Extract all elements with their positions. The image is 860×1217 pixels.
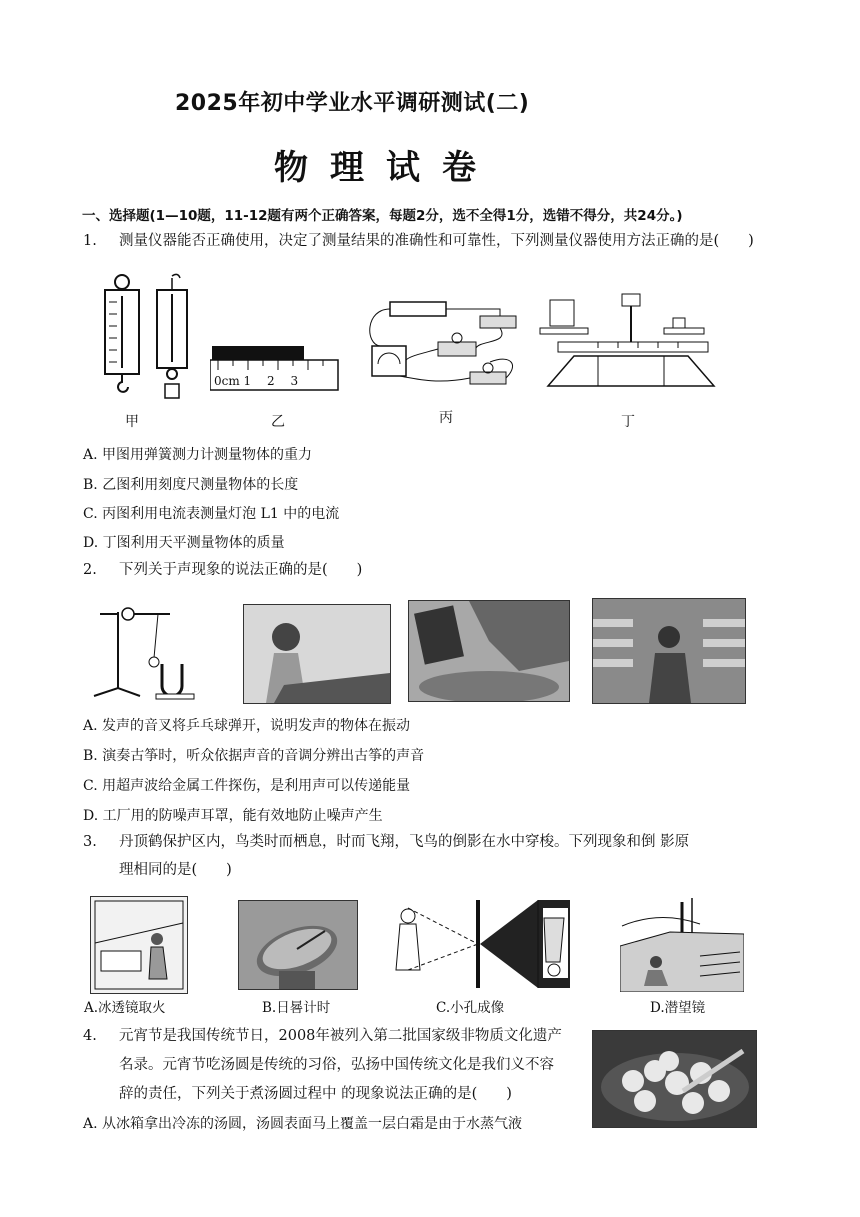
option-a[interactable]: A. 发声的音叉将乒乓球弹开，说明发声的物体在振动: [83, 718, 411, 734]
sundial-photo: [238, 900, 358, 990]
subject-title: 物理试卷: [274, 148, 498, 188]
question-number: 2.: [83, 562, 97, 578]
figure-caption: 丙: [439, 410, 453, 426]
option-d[interactable]: D. 丁图利用天平测量物体的质量: [83, 535, 285, 551]
question-number: 1.: [83, 233, 97, 249]
ruler-label: 0cm 1 2 3: [214, 374, 299, 388]
option-b[interactable]: B. 乙图利用刻度尺测量物体的长度: [83, 477, 299, 493]
balance-figure: [538, 290, 723, 394]
figure-caption: 丁: [621, 414, 635, 430]
question-3-line2: 理相同的是( ): [119, 862, 232, 878]
option-b[interactable]: B. 演奏古筝时，听众依据声音的音调分辨出古筝的声音: [83, 748, 425, 764]
figure-caption: 乙: [271, 414, 285, 430]
option-c[interactable]: C. 丙图利用电流表测量灯泡 L1 中的电流: [83, 506, 340, 522]
ultrasound-photo: [408, 600, 570, 702]
question-text: 丹顶鹤保护区内，鸟类时而栖息，时而飞翔，飞鸟的倒影在水中穿梭。下列现象和倒 影原: [119, 834, 690, 850]
question-number: 3.: [83, 834, 97, 850]
option-a[interactable]: A. 甲图用弹簧测力计测量物体的重力: [83, 447, 313, 463]
tangyuan-photo: [592, 1030, 757, 1128]
factory-photo: [592, 598, 746, 704]
option-a[interactable]: A. 从冰箱拿出冷冻的汤圆，汤圆表面马上覆盖一层白霜是由于水蒸气液: [83, 1116, 523, 1132]
question-4: [83, 1026, 562, 1046]
question-text: 测量仪器能否正确使用，决定了测量结果的准确性和可靠性，下列测量仪器使用方法正确的是( ): [119, 233, 754, 249]
exam-title: 2025年初中学业水平调研测试(二): [175, 91, 530, 116]
periscope-figure: [620, 896, 744, 992]
section-heading: 一、选择题(1—10题，11-12题有两个正确答案，每题2分，选不全得1分，选错不得分，共24分。): [82, 208, 683, 224]
question-text: 下列关于声现象的说法正确的是( ): [119, 562, 363, 578]
question-4-line3: 辞的责任，下列关于煮汤圆过程中 的现象说法正确的是( ): [119, 1086, 512, 1102]
figure-caption: C.小孔成像: [436, 1000, 505, 1016]
figure-caption: 甲: [125, 414, 139, 430]
pinhole-figure: [388, 898, 570, 990]
guzheng-photo: [243, 604, 391, 704]
figure-caption: D.潜望镜: [650, 1000, 706, 1016]
question-2: [83, 560, 362, 580]
figure-caption: A.冰透镜取火: [84, 1000, 166, 1016]
ruler-figure: [210, 346, 340, 394]
question-4-line2: 名录。元宵节吃汤圆是传统的习俗，弘扬中国传统文化是我们义不容: [119, 1057, 554, 1073]
question-number: 4.: [83, 1028, 97, 1044]
question-1: [83, 231, 754, 251]
spring-scale-figure: [95, 272, 200, 404]
option-d[interactable]: D. 工厂用的防噪声耳罩，能有效地防止噪声产生: [83, 808, 383, 824]
option-c[interactable]: C. 用超声波给金属工件探伤，是利用声可以传递能量: [83, 778, 411, 794]
question-text: 元宵节是我国传统节日，2008年被列入第二批国家级非物质文化遗产: [119, 1028, 562, 1044]
question-3: [83, 832, 689, 852]
figure-caption: B.日晷计时: [262, 1000, 331, 1016]
circuit-figure: [360, 294, 530, 394]
ice-lens-figure: [90, 896, 188, 994]
tuning-fork-figure: [90, 602, 215, 700]
